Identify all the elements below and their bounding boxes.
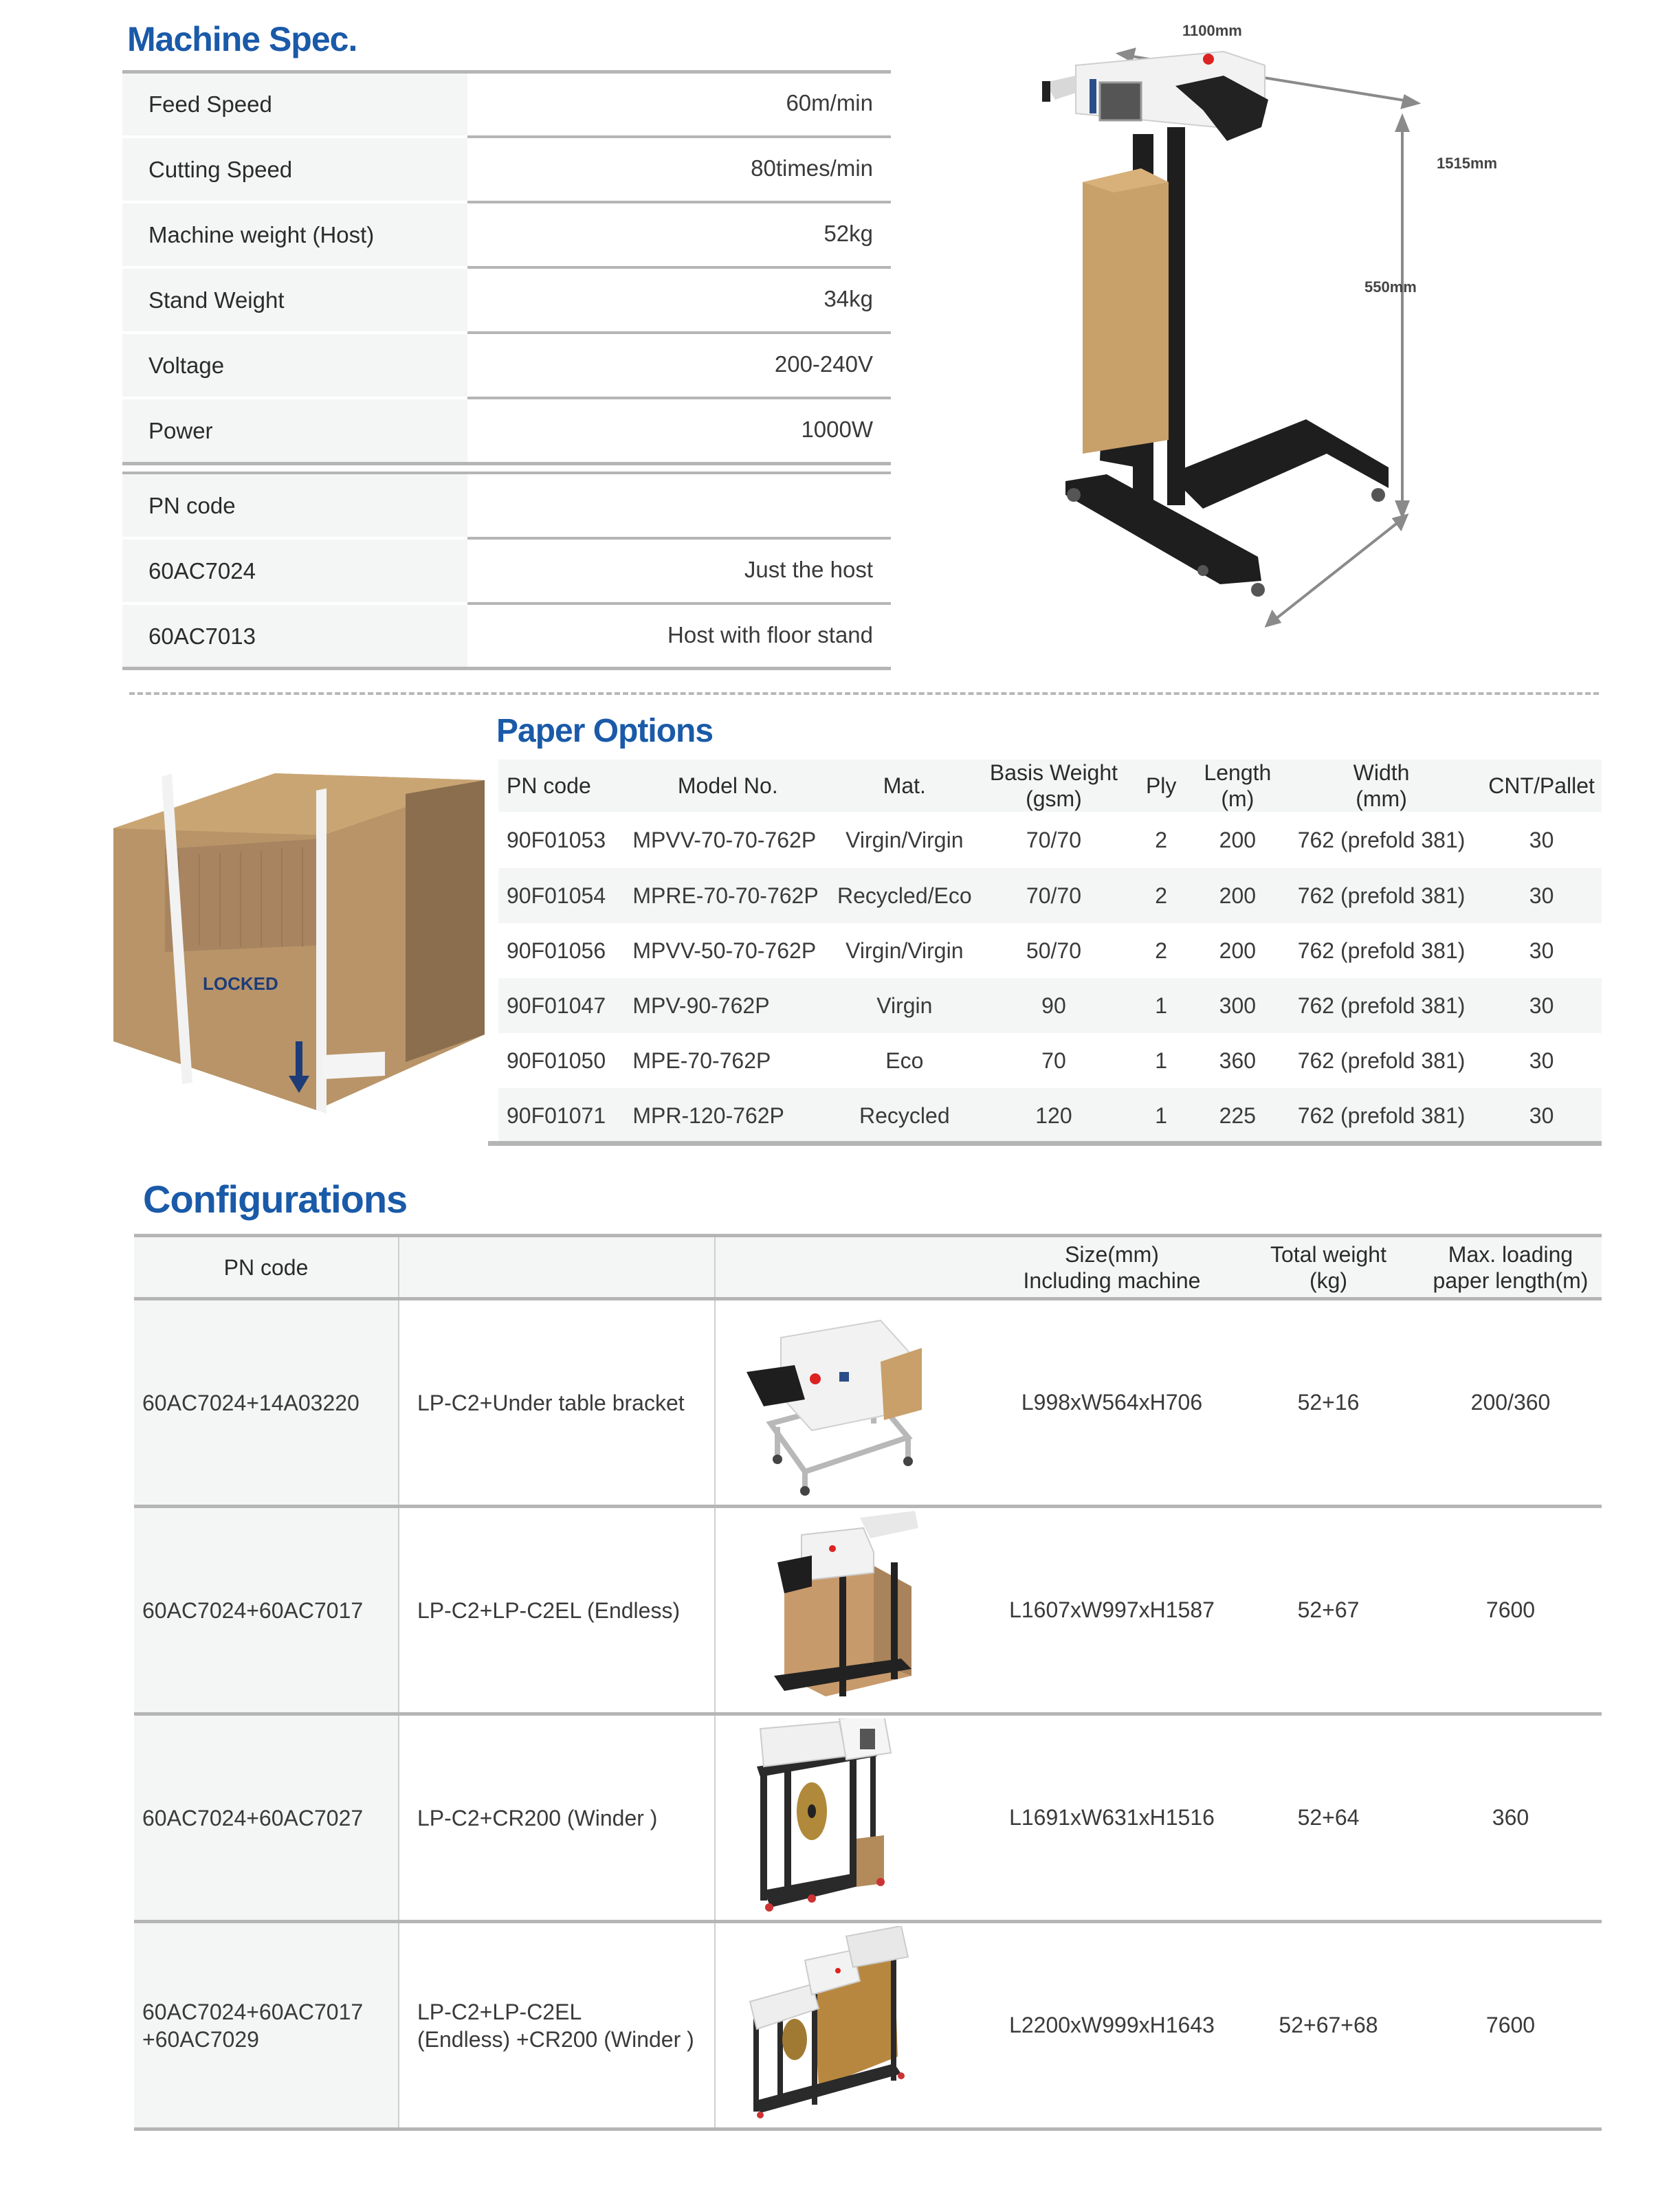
cell-max-length: 360 [1419,1714,1602,1922]
cfg-header-row [134,1236,1602,1299]
configurations-title: Configurations [143,1177,408,1221]
spec-label: Cutting Speed [122,138,467,201]
col-cnt-pallet: CNT/Pallet [1481,760,1602,812]
paper-options-title: Paper Options [496,713,714,749]
cell-model: MPR-120-762P [626,1088,830,1143]
cell-pn: 60AC7024+60AC7017 +60AC7029 [134,1922,399,2129]
cell-mat: Recycled [830,1088,979,1143]
cell-mat: Eco [885,1048,924,1073]
col-basis-weight: Basis Weight (gsm) [979,760,1128,812]
spec-label: Machine weight (Host) [122,203,467,266]
cell-pn: 90F01053 [507,827,606,852]
under-table-bracket-image [715,1299,986,1507]
spec-label: Stand Weight [122,269,467,331]
spec-value: 80times/min [751,155,873,181]
spec-value: 34kg [824,285,873,311]
col-size: Size(mm) Including machine [986,1236,1237,1299]
cell-length: 360 [1219,1048,1257,1073]
dim-height-label: 1515mm [1437,155,1498,172]
col-pn-code: PN code [498,760,626,812]
box-brand-text: LOCKED [203,973,278,994]
cell-length: 200 [1194,868,1281,923]
section-divider [129,692,1599,695]
cell-pn: 60AC7024+60AC7017 [134,1507,399,1714]
col-model-no: Model No. [626,760,830,812]
cell-basis-weight: 120 [979,1088,1128,1143]
cell-ply: 2 [1129,868,1194,923]
cell-pn: 90F01071 [498,1088,626,1143]
cfg-row [134,1922,1602,2129]
spec-row-power [122,397,891,462]
pn-row-host-stand [122,602,891,667]
cell-description: LP-C2+LP-C2EL (Endless) [399,1507,715,1714]
spec-row-cutting-speed [122,135,891,201]
paper-header-row [498,760,1602,812]
cfg-row [134,1507,1602,1714]
paper-table-bottom-rule [488,1141,1602,1146]
col-pn-code: PN code [134,1236,399,1299]
cell-pn: 90F01054 [498,868,626,923]
cell-description: LP-C2+LP-C2EL (Endless) +CR200 (Winder ) [399,1922,715,2129]
cell-size: L1691xW631xH1516 [986,1714,1237,1922]
pn-value: Host with floor stand [667,621,873,647]
cell-mat: Recycled/Eco [830,868,979,923]
cell-pn: 60AC7024+14A03220 [134,1299,399,1507]
spec-label: Power [122,399,467,462]
col-ply: Ply [1129,760,1194,812]
spec-value: 52kg [824,220,873,246]
cell-length: 300 [1194,978,1281,1033]
cell-ply: 2 [1155,938,1168,963]
cell-weight: 52+67+68 [1237,1922,1419,2129]
spec-label: Voltage [122,334,467,397]
cell-basis-weight: 90 [979,978,1128,1033]
cell-length: 200 [1219,827,1257,852]
spec-value: 60m/min [786,89,873,115]
cell-width: 762 (prefold 381) [1281,868,1481,923]
cell-basis-weight: 70 [1041,1048,1066,1073]
cell-pn: 90F01056 [507,938,606,963]
spec-value: 200-240V [774,351,873,377]
spec-value: 1000W [801,416,873,442]
cell-pn: 90F01050 [507,1048,606,1073]
cell-weight: 52+16 [1237,1299,1419,1507]
configurations-table [134,1234,1602,2131]
pn-header-row [122,472,891,537]
paper-row [498,1088,1602,1143]
cell-width: 762 (prefold 381) [1297,827,1466,852]
cell-ply: 1 [1129,978,1194,1033]
cell-max-length: 200/360 [1419,1299,1602,1507]
cell-ply: 1 [1155,1048,1168,1073]
pn-label: 60AC7024 [122,540,467,602]
cell-model: MPV-90-762P [626,978,830,1033]
spec-row-voltage [122,331,891,397]
cell-weight: 52+67 [1237,1507,1419,1714]
cell-max-length: 7600 [1419,1922,1602,2129]
cell-cnt: 30 [1481,978,1602,1033]
dim-width-label: 1100mm [1182,22,1242,39]
col-total-weight: Total weight (kg) [1237,1236,1419,1299]
pn-code-table [122,472,891,667]
cell-ply: 1 [1129,1088,1194,1143]
col-length: Length (m) [1194,760,1281,812]
pn-label: PN code [122,474,467,537]
paper-box-image [110,753,495,1138]
cell-mat: Virgin [830,978,979,1033]
endless-winder-image [715,1922,986,2129]
paper-row [498,1033,1602,1088]
spec-label: Feed Speed [122,73,467,135]
col-width: Width (mm) [1281,760,1481,812]
cell-weight: 52+64 [1237,1714,1419,1922]
cfg-row [134,1299,1602,1507]
cell-model: MPE-70-762P [632,1048,771,1073]
pn-value [467,472,891,537]
paper-row [498,923,1602,978]
cell-max-length: 7600 [1419,1507,1602,1714]
cell-width: 762 (prefold 381) [1297,938,1466,963]
pn-value: Just the host [744,556,873,582]
cell-length: 200 [1219,938,1257,963]
endless-image [715,1507,986,1714]
paper-row [498,868,1602,923]
cell-cnt: 30 [1529,938,1554,963]
cell-size: L998xW564xH706 [986,1299,1237,1507]
machine-spec-title: Machine Spec. [127,20,357,58]
cell-size: L2200xW999xH1643 [986,1922,1237,2129]
paper-options-table [498,760,1602,1143]
cell-pn: 60AC7024+60AC7027 [134,1714,399,1922]
cell-cnt: 30 [1481,868,1602,923]
cell-ply: 2 [1155,827,1168,852]
winder-image [715,1714,986,1922]
cfg-row [134,1714,1602,1922]
spec-row-machine-weight [122,201,891,266]
cell-mat: Virgin/Virgin [845,827,964,852]
pn-row-host [122,537,891,602]
spec-row-feed-speed [122,70,891,135]
paper-row [498,812,1602,868]
cell-cnt: 30 [1529,1048,1554,1073]
cell-model: MPVV-70-70-762P [632,827,817,852]
pn-label: 60AC7013 [122,605,467,667]
cell-mat: Virgin/Virgin [845,938,964,963]
col-description [399,1236,715,1299]
cell-description: LP-C2+Under table bracket [399,1299,715,1507]
cell-width: 762 (prefold 381) [1281,978,1481,1033]
cell-pn: 90F01047 [498,978,626,1033]
cell-length: 225 [1194,1088,1281,1143]
machine-image [997,14,1547,632]
cell-model: MPVV-50-70-762P [632,938,817,963]
cell-width: 762 (prefold 381) [1297,1048,1466,1073]
cell-description: LP-C2+CR200 (Winder ) [399,1714,715,1922]
paper-row [498,978,1602,1033]
cell-basis-weight: 50/70 [1026,938,1081,963]
cell-cnt: 30 [1481,1088,1602,1143]
cell-basis-weight: 70/70 [1026,827,1081,852]
cell-basis-weight: 70/70 [979,868,1128,923]
spec-row-stand-weight [122,266,891,331]
cell-width: 762 (prefold 381) [1281,1088,1481,1143]
col-max-length: Max. loading paper length(m) [1419,1236,1602,1299]
cell-model: MPRE-70-70-762P [626,868,830,923]
cell-size: L1607xW997xH1587 [986,1507,1237,1714]
dim-depth-label: 550mm [1364,278,1417,296]
col-image [715,1236,986,1299]
col-mat: Mat. [830,760,979,812]
machine-spec-table [122,70,891,462]
cell-cnt: 30 [1529,827,1554,852]
